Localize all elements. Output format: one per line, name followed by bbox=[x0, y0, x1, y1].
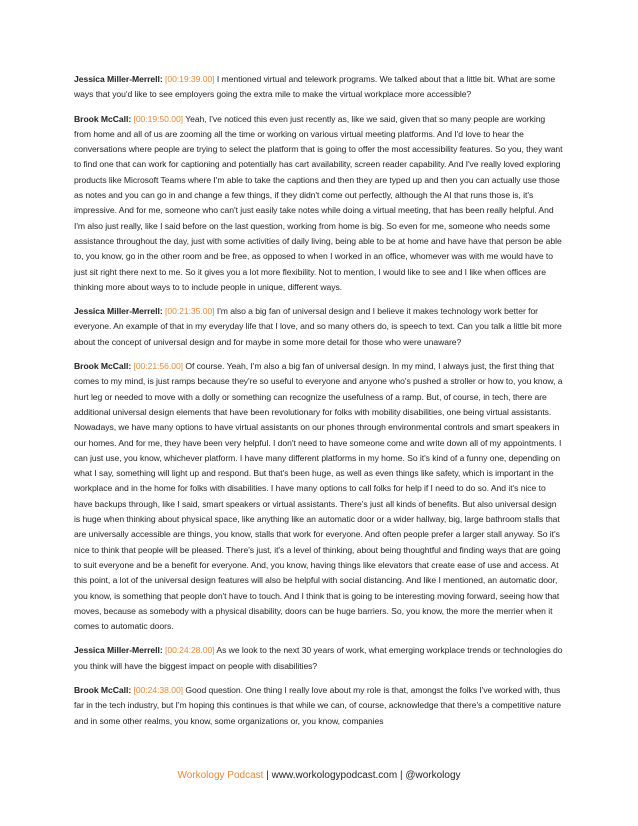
paragraph-text: As we look to the next 30 years of work, what emerging workplace trends or technologies do you think will have the biggest impact on people with disabilities? bbox=[74, 645, 563, 671]
transcript-paragraph bbox=[74, 72, 564, 103]
transcript-paragraph bbox=[74, 359, 564, 634]
paragraph-text: I'm also a big fan of universal design and I believe it makes technology work better for everyone. An example of that in my everyday life that I love, and so many others do, is speech to text. Can you talk a little bit more about the concept of universal design and for maybe in some more detail for those who were unaware? bbox=[74, 306, 562, 347]
paragraph-text: Good question. One thing I really love about my role is that, amongst the folks I've worked with, thus far in the tech industry, but I'm hoping this continues is that while we can, of course, acknowledge that there's a competitive nature and in some other realms, you know, some organizations or, you know, companies bbox=[74, 684, 562, 726]
footer-url: www.workologypodcast.com bbox=[271, 770, 398, 781]
timestamp: [00:19:39.00] bbox=[165, 74, 215, 84]
page-footer bbox=[0, 770, 638, 781]
timestamp: [00:24:38.00] bbox=[133, 684, 184, 695]
transcript-paragraph bbox=[74, 643, 564, 674]
timestamp: [00:21:56.00] bbox=[133, 361, 184, 372]
transcript-paragraph bbox=[74, 304, 564, 350]
timestamp: [00:19:50.00] bbox=[133, 113, 184, 124]
speaker-name: Brook McCall: bbox=[74, 361, 132, 372]
paragraph-text: Of course. Yeah, I'm also a big fan of universal design. In my mind, I always just, the first thing that comes to my mind, is just ramps because they're so useful to everyone and anyone who's pushed a stroller or how to, you know, a hurt leg or needed to move with a dolly or something can recognize the usefulness of a ramp. But, of course, in tech, there are additional universal design elements that have been revolutionary for folks with mobility disabilities, one being virtual assistants. Nowadays, we have many options to have virtual assistants on our phones through environmental controls and smart speakers in our homes. And for me, they have been very helpful. I don't need to have someone come and write down all of my appointments. I can just use, you know, whichever platform. I have many different platforms in my home. So it's kind of a funny one, depending on what I say, something will light up and respond. But that's been huge, as well as even things like safety, which is important in the workplace and in the home for folks with disabilities. I have many options to call folks for help if I need to do so. And it's nice to have backups through, like I said, smart speakers or virtual assistants. There's just all kinds of benefits. But also universal design is huge when thinking about physical space, like anything like an automatic door or a wider hallway, big, large bathroom stalls that are universally accessible are things, you know, stalls that work for everyone. And often people prefer a larger stall anyway. So it's nice to think that people will be pleased. There's just, it's a level of thinking, about being thoughtful and finding ways that are going to suit everyone and be a benefit for everyone. And, you know, having things like elevators that create ease of use and access. At this point, a lot of the universal design features will also be helpful with social distancing. And like I mentioned, an automatic door, you know, is something that people don't have to touch. And I think that is going to be interesting moving forward, seeing how that moves, because as somebody with a physical disability, doors can be huge barriers. So, you know, the more the merrier when it comes to automatic doors. bbox=[74, 361, 563, 632]
footer-separator: | bbox=[397, 770, 406, 781]
speaker-name: Jessica Miller-Merrell: bbox=[74, 645, 163, 656]
timestamp: [00:24:28.00] bbox=[165, 645, 215, 656]
paragraph-text: I mentioned virtual and telework programs. We talked about that a little bit. What are some ways that you'd like to see employers going the extra mile to make the virtual workplace more accessible? bbox=[74, 74, 556, 100]
speaker-name: Jessica Miller-Merrell: bbox=[74, 74, 163, 84]
speaker-name: Brook McCall: bbox=[74, 684, 132, 695]
footer-handle: @workology bbox=[405, 770, 461, 781]
footer-brand: Workology Podcast bbox=[177, 770, 264, 781]
timestamp: [00:21:35.00] bbox=[165, 306, 215, 317]
paragraph-text: Yeah, I've noticed this even just recently as, like we said, given that so many people are working from home and all of us are zooming all the time or working on various virtual meeting platforms. And I'd love to hear the conversations where people are trying to select the platform that is going to offer the most accessibility features. So you, they want to find one that can work for captioning and potentially has cart availability, screen reader capability. And I've really loved exploring products like Microsoft Teams where I'm able to take the captions and then they are typed up and then you can actually use those as notes and you can go in and change a few things, if they didn't come out perfectly, although the AI that runs those is, it's impressive. And for me, someone who can't just easily take notes while doing a virtual meeting, that has been really helpful. And I'm also just really, like I said before on the last question, working from home is big. So even for me, someone who needs some assistance throughout the day, just with some activities of daily living, being able to be at home and have have that person be able to, you know, go in the other room and be free, as opposed to when I worked in an office, whomever was with me would have to just sit right there next to me. So it gives you a lot more flexibility. Not to mention, I would like to see and I like when offices are thinking more about ways to to include people in unique, different ways. bbox=[74, 113, 563, 292]
speaker-name: Jessica Miller-Merrell: bbox=[74, 306, 163, 317]
footer-separator: | bbox=[263, 770, 272, 781]
transcript-paragraph bbox=[74, 112, 564, 296]
transcript-paragraph bbox=[74, 683, 564, 729]
transcript-body bbox=[74, 72, 564, 738]
speaker-name: Brook McCall: bbox=[74, 113, 132, 124]
